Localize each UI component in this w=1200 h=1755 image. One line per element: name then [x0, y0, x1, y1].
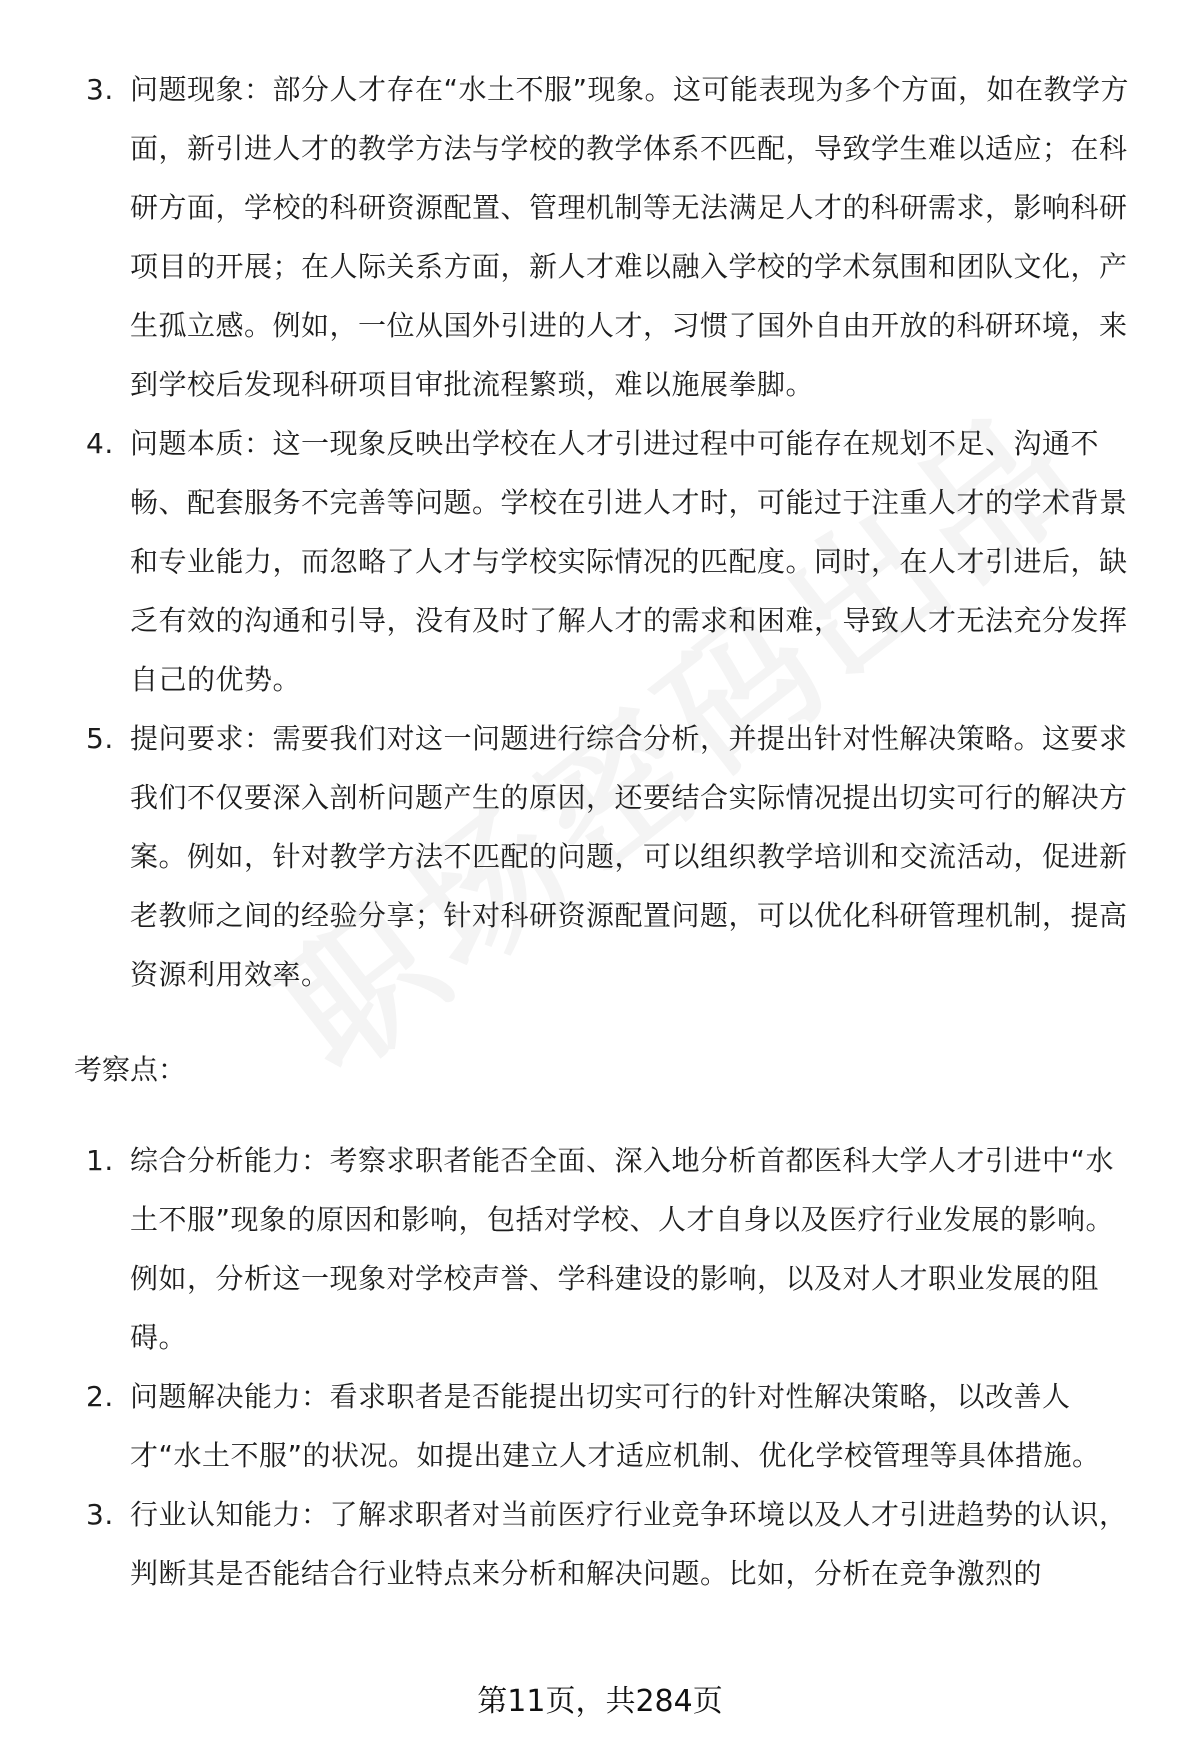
list-item [0, 1131, 1200, 1367]
section-heading-assessment-points: 考察点： [74, 1053, 187, 1086]
list-item-number: 5. [86, 722, 114, 755]
assessment-points-list [0, 1131, 1200, 1603]
list-item-number: 2. [86, 1380, 114, 1413]
list-item-text: 问题现象：部分人才存在“水土不服”现象。这可能表现为多个方面，如在教学方面，新引进人才的教学方法与学校的教学体系不匹配，导致学生难以适应；在科研方面，学校的科研资源配置、管理机制等无法满足人才的科研需求，影响科研项目的开展；在人际关系方面，新人才难以融入学校的学术氛围和团队文化，产生孤立感。例如，一位从国外引进的人才，习惯了国外自由开放的科研环境，来到学校后发现科研项目审批流程繁琐，难以施展拳脚。 [130, 73, 1130, 401]
problem-analysis-list [0, 60, 1200, 1004]
list-item [0, 1485, 1200, 1603]
list-item-text: 问题本质：这一现象反映出学校在人才引进过程中可能存在规划不足、沟通不畅、配套服务不完善等问题。学校在引进人才时，可能过于注重人才的学术背景和专业能力，而忽略了人才与学校实际情况的匹配度。同时，在人才引进后，缺乏有效的沟通和引导，没有及时了解人才的需求和困难，导致人才无法充分发挥自己的优势。 [130, 427, 1128, 696]
list-item-number: 4. [86, 427, 114, 460]
list-item-text: 行业认知能力：了解求职者对当前医疗行业竞争环境以及人才引进趋势的认识，判断其是否能结合行业特点来分析和解决问题。比如，分析在竞争激烈的 [130, 1498, 1128, 1590]
list-item [0, 709, 1200, 1004]
list-item-text: 综合分析能力：考察求职者能否全面、深入地分析首都医科大学人才引进中“水土不服”现象的原因和影响，包括对学校、人才自身以及医疗行业发展的影响。例如，分析这一现象对学校声誉、学科建设的影响，以及对人才职业发展的阻碍。 [130, 1144, 1115, 1354]
list-item [0, 414, 1200, 709]
page-number-footer: 第11页，共284页 [477, 1684, 723, 1719]
list-item [0, 60, 1200, 414]
list-item-number: 1. [86, 1144, 114, 1177]
list-item-text: 问题解决能力：看求职者是否能提出切实可行的针对性解决策略，以改善人才“水土不服”的状况。如提出建立人才适应机制、优化学校管理等具体措施。 [130, 1380, 1101, 1472]
list-item-text: 提问要求：需要我们对这一问题进行综合分析，并提出针对性解决策略。这要求我们不仅要深入剖析问题产生的原因，还要结合实际情况提出切实可行的解决方案。例如，针对教学方法不匹配的问题，可以组织教学培训和交流活动，促进新老教师之间的经验分享；针对科研资源配置问题，可以优化科研管理机制，提高资源利用效率。 [130, 722, 1128, 991]
list-item-number: 3. [86, 1498, 114, 1531]
list-item [0, 1367, 1200, 1485]
list-item-number: 3. [86, 73, 114, 106]
